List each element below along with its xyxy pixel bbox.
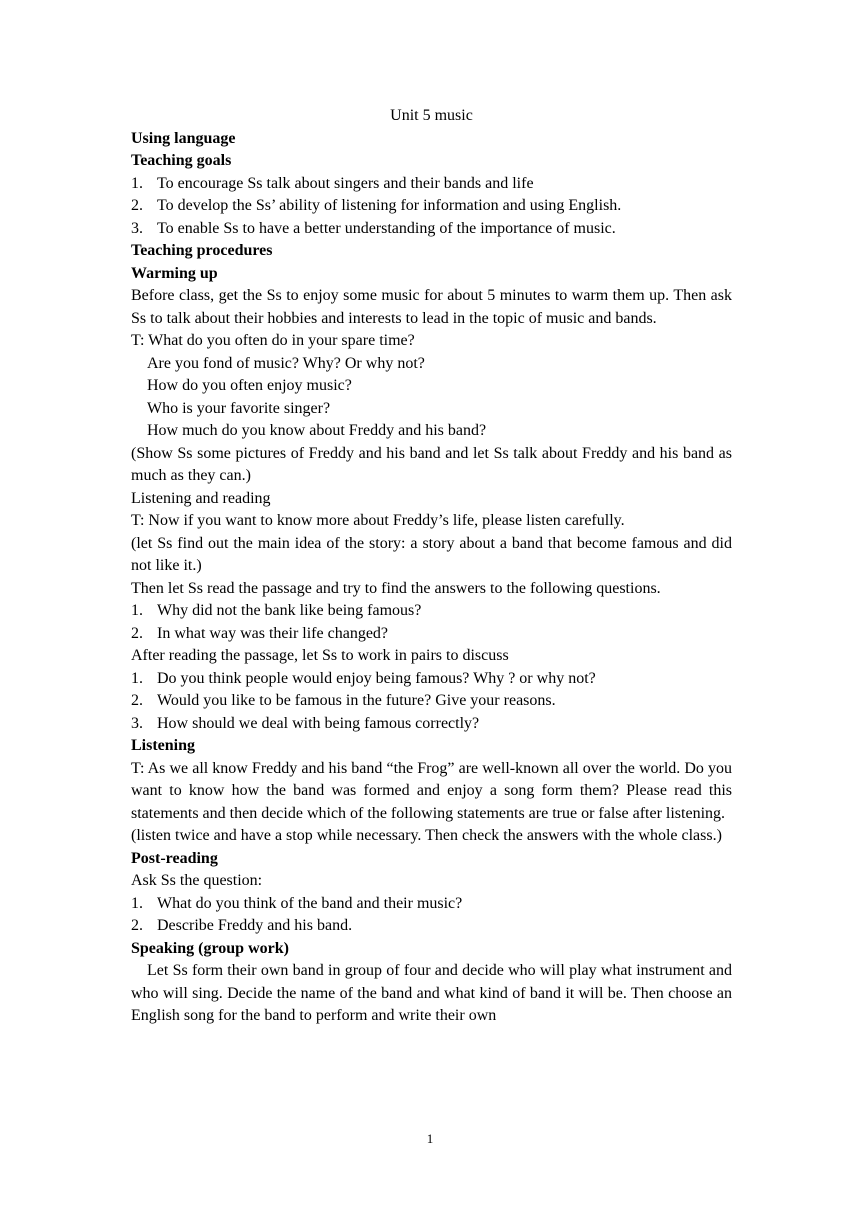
list-item bbox=[131, 893, 732, 916]
page-number: 1 bbox=[426, 1131, 434, 1146]
item-text: To enable Ss to have a better understanding of the importance of music. bbox=[157, 219, 616, 237]
item-number: 1. bbox=[131, 669, 143, 687]
list-item bbox=[131, 623, 732, 646]
goals-list bbox=[131, 173, 732, 241]
teacher-question: Are you fond of music? Why? Or why not? bbox=[147, 354, 425, 372]
teacher-question: How much do you know about Freddy and his band? bbox=[147, 422, 487, 439]
main-idea-paragraph: (let Ss find out the main idea of the story: a story about a band that become famous and did not like it.) bbox=[131, 534, 732, 574]
page-content bbox=[131, 105, 732, 1028]
discussion-list bbox=[131, 668, 732, 736]
listen-twice-paragraph: (listen twice and have a stop while necessary. Then check the answers with the whole class.) bbox=[131, 827, 722, 844]
subheading-listening-reading: Listening and reading bbox=[131, 489, 271, 507]
heading-listening: Listening bbox=[131, 737, 196, 754]
item-text: In what way was their life changed? bbox=[157, 624, 389, 642]
teacher-question: T: What do you often do in your spare time? bbox=[131, 332, 415, 349]
list-item bbox=[131, 218, 732, 241]
item-text: Why did not the bank like being famous? bbox=[157, 602, 422, 619]
item-number: 2. bbox=[131, 624, 143, 642]
item-number: 2. bbox=[131, 692, 143, 709]
list-item bbox=[131, 668, 732, 691]
item-number: 1. bbox=[131, 174, 143, 192]
show-pictures-paragraph: (Show Ss some pictures of Freddy and his band and let Ss talk about Freddy and his band as much as they can.) bbox=[131, 444, 732, 484]
item-text: How should we deal with being famous correctly? bbox=[157, 714, 480, 732]
list-item bbox=[131, 915, 732, 938]
teacher-question: How do you often enjoy music? bbox=[147, 377, 352, 394]
list-item bbox=[131, 173, 732, 196]
heading-post-reading: Post-reading bbox=[131, 849, 218, 867]
heading-teaching-procedures: Teaching procedures bbox=[131, 242, 273, 259]
item-number: 2. bbox=[131, 197, 143, 214]
item-text: To encourage Ss talk about singers and their bands and life bbox=[157, 174, 534, 192]
heading-speaking: Speaking (group work) bbox=[131, 939, 289, 957]
questions-list bbox=[131, 600, 732, 645]
item-text: Do you think people would enjoy being famous? Why ? or why not? bbox=[157, 669, 596, 687]
item-text: Would you like to be famous in the future? Give your reasons. bbox=[157, 692, 556, 709]
list-item bbox=[131, 690, 732, 713]
post-reading-list bbox=[131, 893, 732, 938]
item-number: 3. bbox=[131, 714, 143, 732]
document-title: Unit 5 music bbox=[390, 107, 473, 124]
read-passage-instruction: Then let Ss read the passage and try to find the answers to the following questions. bbox=[131, 579, 661, 597]
item-text: To develop the Ss’ ability of listening for information and using English. bbox=[157, 197, 622, 214]
item-number: 2. bbox=[131, 917, 143, 934]
pair-work-instruction: After reading the passage, let Ss to work in pairs to discuss bbox=[131, 647, 509, 664]
item-number: 1. bbox=[131, 602, 143, 619]
item-number: 3. bbox=[131, 219, 143, 237]
heading-teaching-goals: Teaching goals bbox=[131, 152, 232, 169]
item-number: 1. bbox=[131, 894, 143, 912]
heading-warming-up: Warming up bbox=[131, 264, 218, 282]
heading-using-language: Using language bbox=[131, 129, 236, 147]
listening-paragraph: T: As we all know Freddy and his band “the Frog” are well-known all over the world. Do you want to know how the band was formed and enjoy a song form them? Please read this statements and then decide which of the following statements are true or false after listening. bbox=[131, 759, 732, 822]
item-text: What do you think of the band and their music? bbox=[157, 894, 463, 912]
speaking-paragraph: Let Ss form their own band in group of four and decide who will play what instrument and who will sing. Decide the name of the band and what kind of band it will be. Then choose an English song for the band to perform and write their own bbox=[131, 962, 732, 1024]
ask-question-line: Ask Ss the question: bbox=[131, 872, 263, 889]
teacher-question: Who is your favorite singer? bbox=[147, 399, 331, 417]
teacher-instruction: T: Now if you want to know more about Freddy’s life, please listen carefully. bbox=[131, 512, 625, 529]
list-item bbox=[131, 600, 732, 623]
warming-paragraph: Before class, get the Ss to enjoy some music for about 5 minutes to warm them up. Then ask Ss to talk about their hobbies and interests to lead in the topic of music and bands. bbox=[131, 287, 732, 327]
list-item bbox=[131, 195, 732, 218]
list-item bbox=[131, 713, 732, 736]
item-text: Describe Freddy and his band. bbox=[157, 917, 353, 934]
